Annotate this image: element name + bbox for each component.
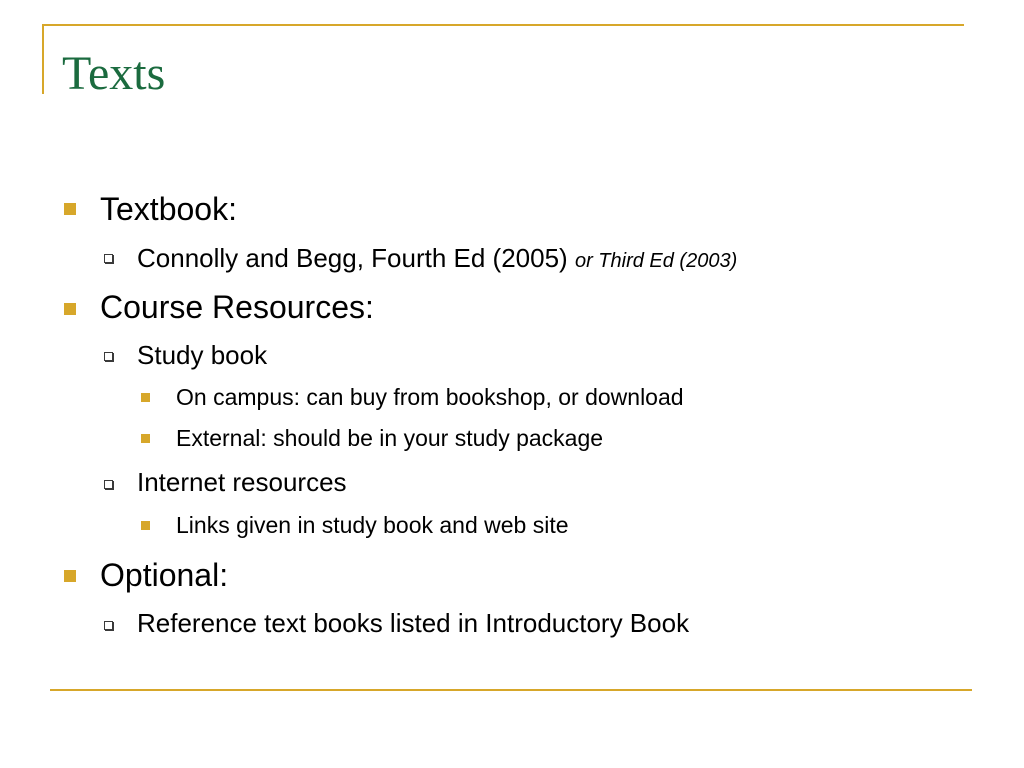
connolly-note: or Third Ed (2003) [574, 250, 738, 272]
hollow-square-bullet-icon [104, 352, 113, 361]
bullet-external: External: should be in your study package [176, 425, 604, 451]
bullet-study-book: Study book [137, 340, 268, 370]
square-bullet-icon [64, 203, 76, 215]
square-bullet-icon [64, 570, 76, 582]
hollow-square-bullet-icon [104, 254, 113, 263]
bullet-course-resources: Course Resources: [100, 289, 374, 325]
bullet-links: Links given in study book and web site [176, 512, 569, 538]
hollow-square-bullet-icon [104, 480, 113, 489]
hollow-square-bullet-icon [104, 621, 113, 630]
bullet-textbook: Textbook: [100, 191, 237, 227]
square-bullet-icon [141, 393, 150, 402]
frame-bottom-rule [50, 689, 972, 691]
bullet-connolly [137, 241, 737, 278]
square-bullet-icon [141, 434, 150, 443]
bullet-internet-resources: Internet resources [137, 467, 347, 497]
connolly-text: Connolly and Begg, Fourth Ed (2005) [137, 243, 568, 273]
square-bullet-icon [141, 521, 150, 530]
bullet-reference: Reference text books listed in Introductory Book [137, 608, 690, 638]
bullet-optional: Optional: [100, 557, 229, 593]
slide-title: Texts [62, 47, 166, 100]
bullet-on-campus: On campus: can buy from bookshop, or download [176, 384, 684, 410]
square-bullet-icon [64, 303, 76, 315]
